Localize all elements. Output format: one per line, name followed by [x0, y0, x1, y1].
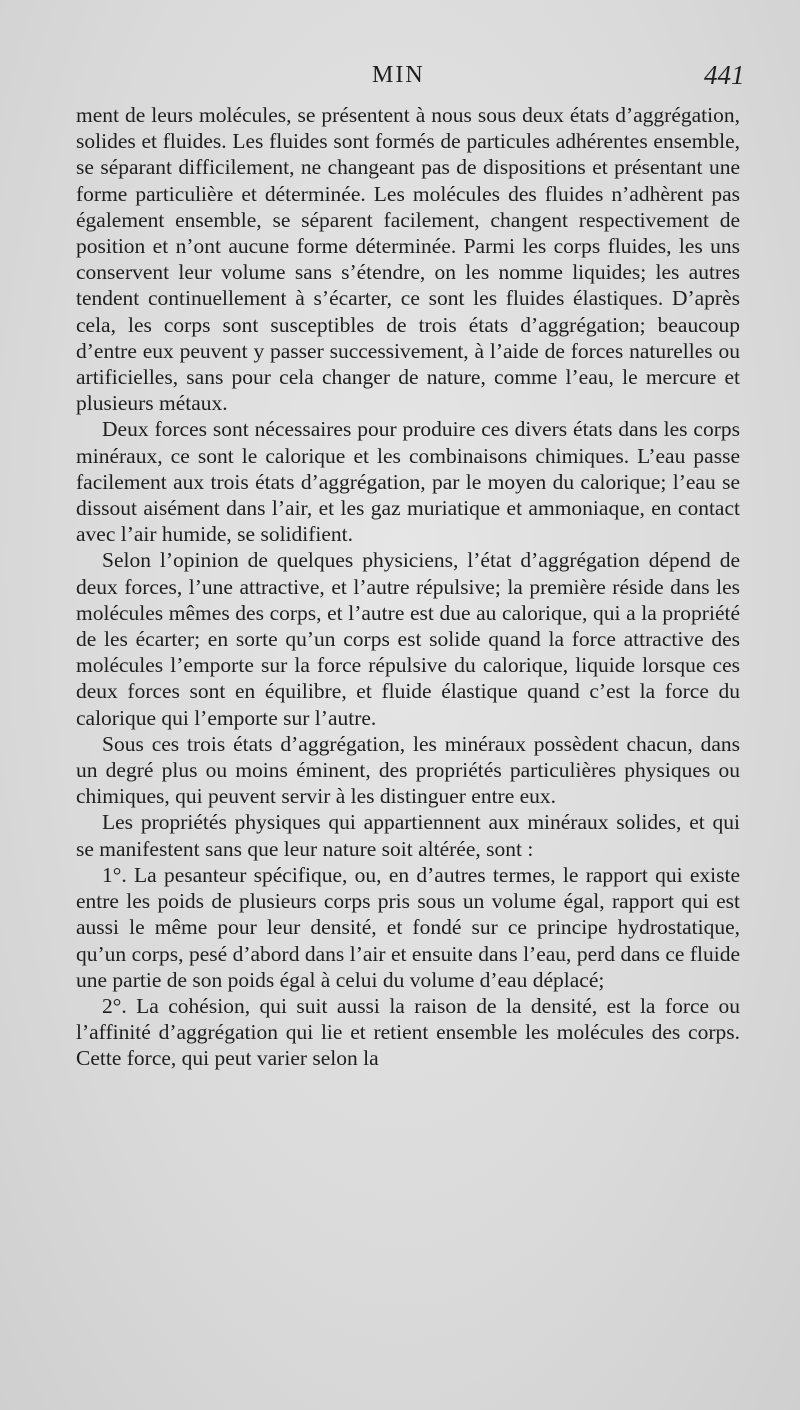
paragraph: Deux forces sont nécessaires pour produire ces divers états dans les corps minéraux, ce sont le calorique et les combinaisons chimiques. L’eau passe facilement aux trois états d’aggrégation, par le moyen du calorique; l’eau se dissout aisément dans l’air, et les gaz muriatique et ammoniaque, en contact avec l’air humide, se solidifient. [76, 417, 740, 547]
list-item-paragraph: 2°. La cohésion, qui suit aussi la raison de la densité, est la force ou l’affinité d’aggrégation qui lie et retient ensemble les molécules des corps. Cette force, qui peut varier selon la [76, 993, 740, 1071]
paragraph: Sous ces trois états d’aggrégation, les minéraux possèdent chacun, dans un degré plus ou moins éminent, des propriétés particulières physiques ou chimiques, qui peuvent servir à les distinguer entre eux. [76, 731, 740, 809]
paragraph-continued: ment de leurs molécules, se présentent à nous sous deux états d’aggrégation, solides et fluides. Les fluides sont formés de particules adhérentes ensemble, se séparant difficilement, ne changeant pas de dispositions et présentant une forme particulière et déterminée. Les molécules des fluides n’adhèrent pas également ensemble, se séparent facilement, changent respectivement de position et n’ont aucune forme déterminée. Parmi les corps fluides, les uns conservent leur volume sans s’étendre, on les nomme liquides; les autres tendent continuellement à s’écarter, ce sont les fluides élastiques. D’après cela, les corps sont susceptibles de trois états d’aggrégation; beaucoup d’entre eux peuvent y passer successivement, à l’aide de forces naturelles ou artificielles, sans pour cela changer de nature, comme l’eau, le mercure et plusieurs métaux. [76, 103, 740, 416]
running-head-title: MIN [372, 62, 425, 88]
page-number: 441 [704, 60, 745, 90]
list-item-paragraph: 1°. La pesanteur spécifique, ou, en d’autres termes, le rapport qui existe entre les poids de plusieurs corps pris sous un volume égal, rapport qui est aussi le même pour leur densité, et fondé sur ce principe hydrostatique, qu’un corps, pesé d’abord dans l’air et ensuite dans l’eau, perd dans ce fluide une partie de son poids égal à celui du volume d’eau déplacé; [76, 862, 740, 992]
paragraph: Selon l’opinion de quelques physiciens, l’état d’aggrégation dépend de deux forces, l’une attractive, et l’autre répulsive; la première réside dans les molécules mêmes des corps, et l’autre est due au calorique, qui a la propriété de les écarter; en sorte qu’un corps est solide quand la force attractive des molécules l’emporte sur la force répulsive du calorique, liquide lorsque ces deux forces sont en équilibre, et fluide élastique quand c’est la force du calorique qui l’emporte sur l’autre. [76, 548, 740, 730]
running-head [0, 62, 800, 96]
paragraph: Les propriétés physiques qui appartiennent aux minéraux solides, et qui se manifestent sans que leur nature soit altérée, sont : [76, 810, 740, 861]
text-body [76, 102, 740, 1072]
